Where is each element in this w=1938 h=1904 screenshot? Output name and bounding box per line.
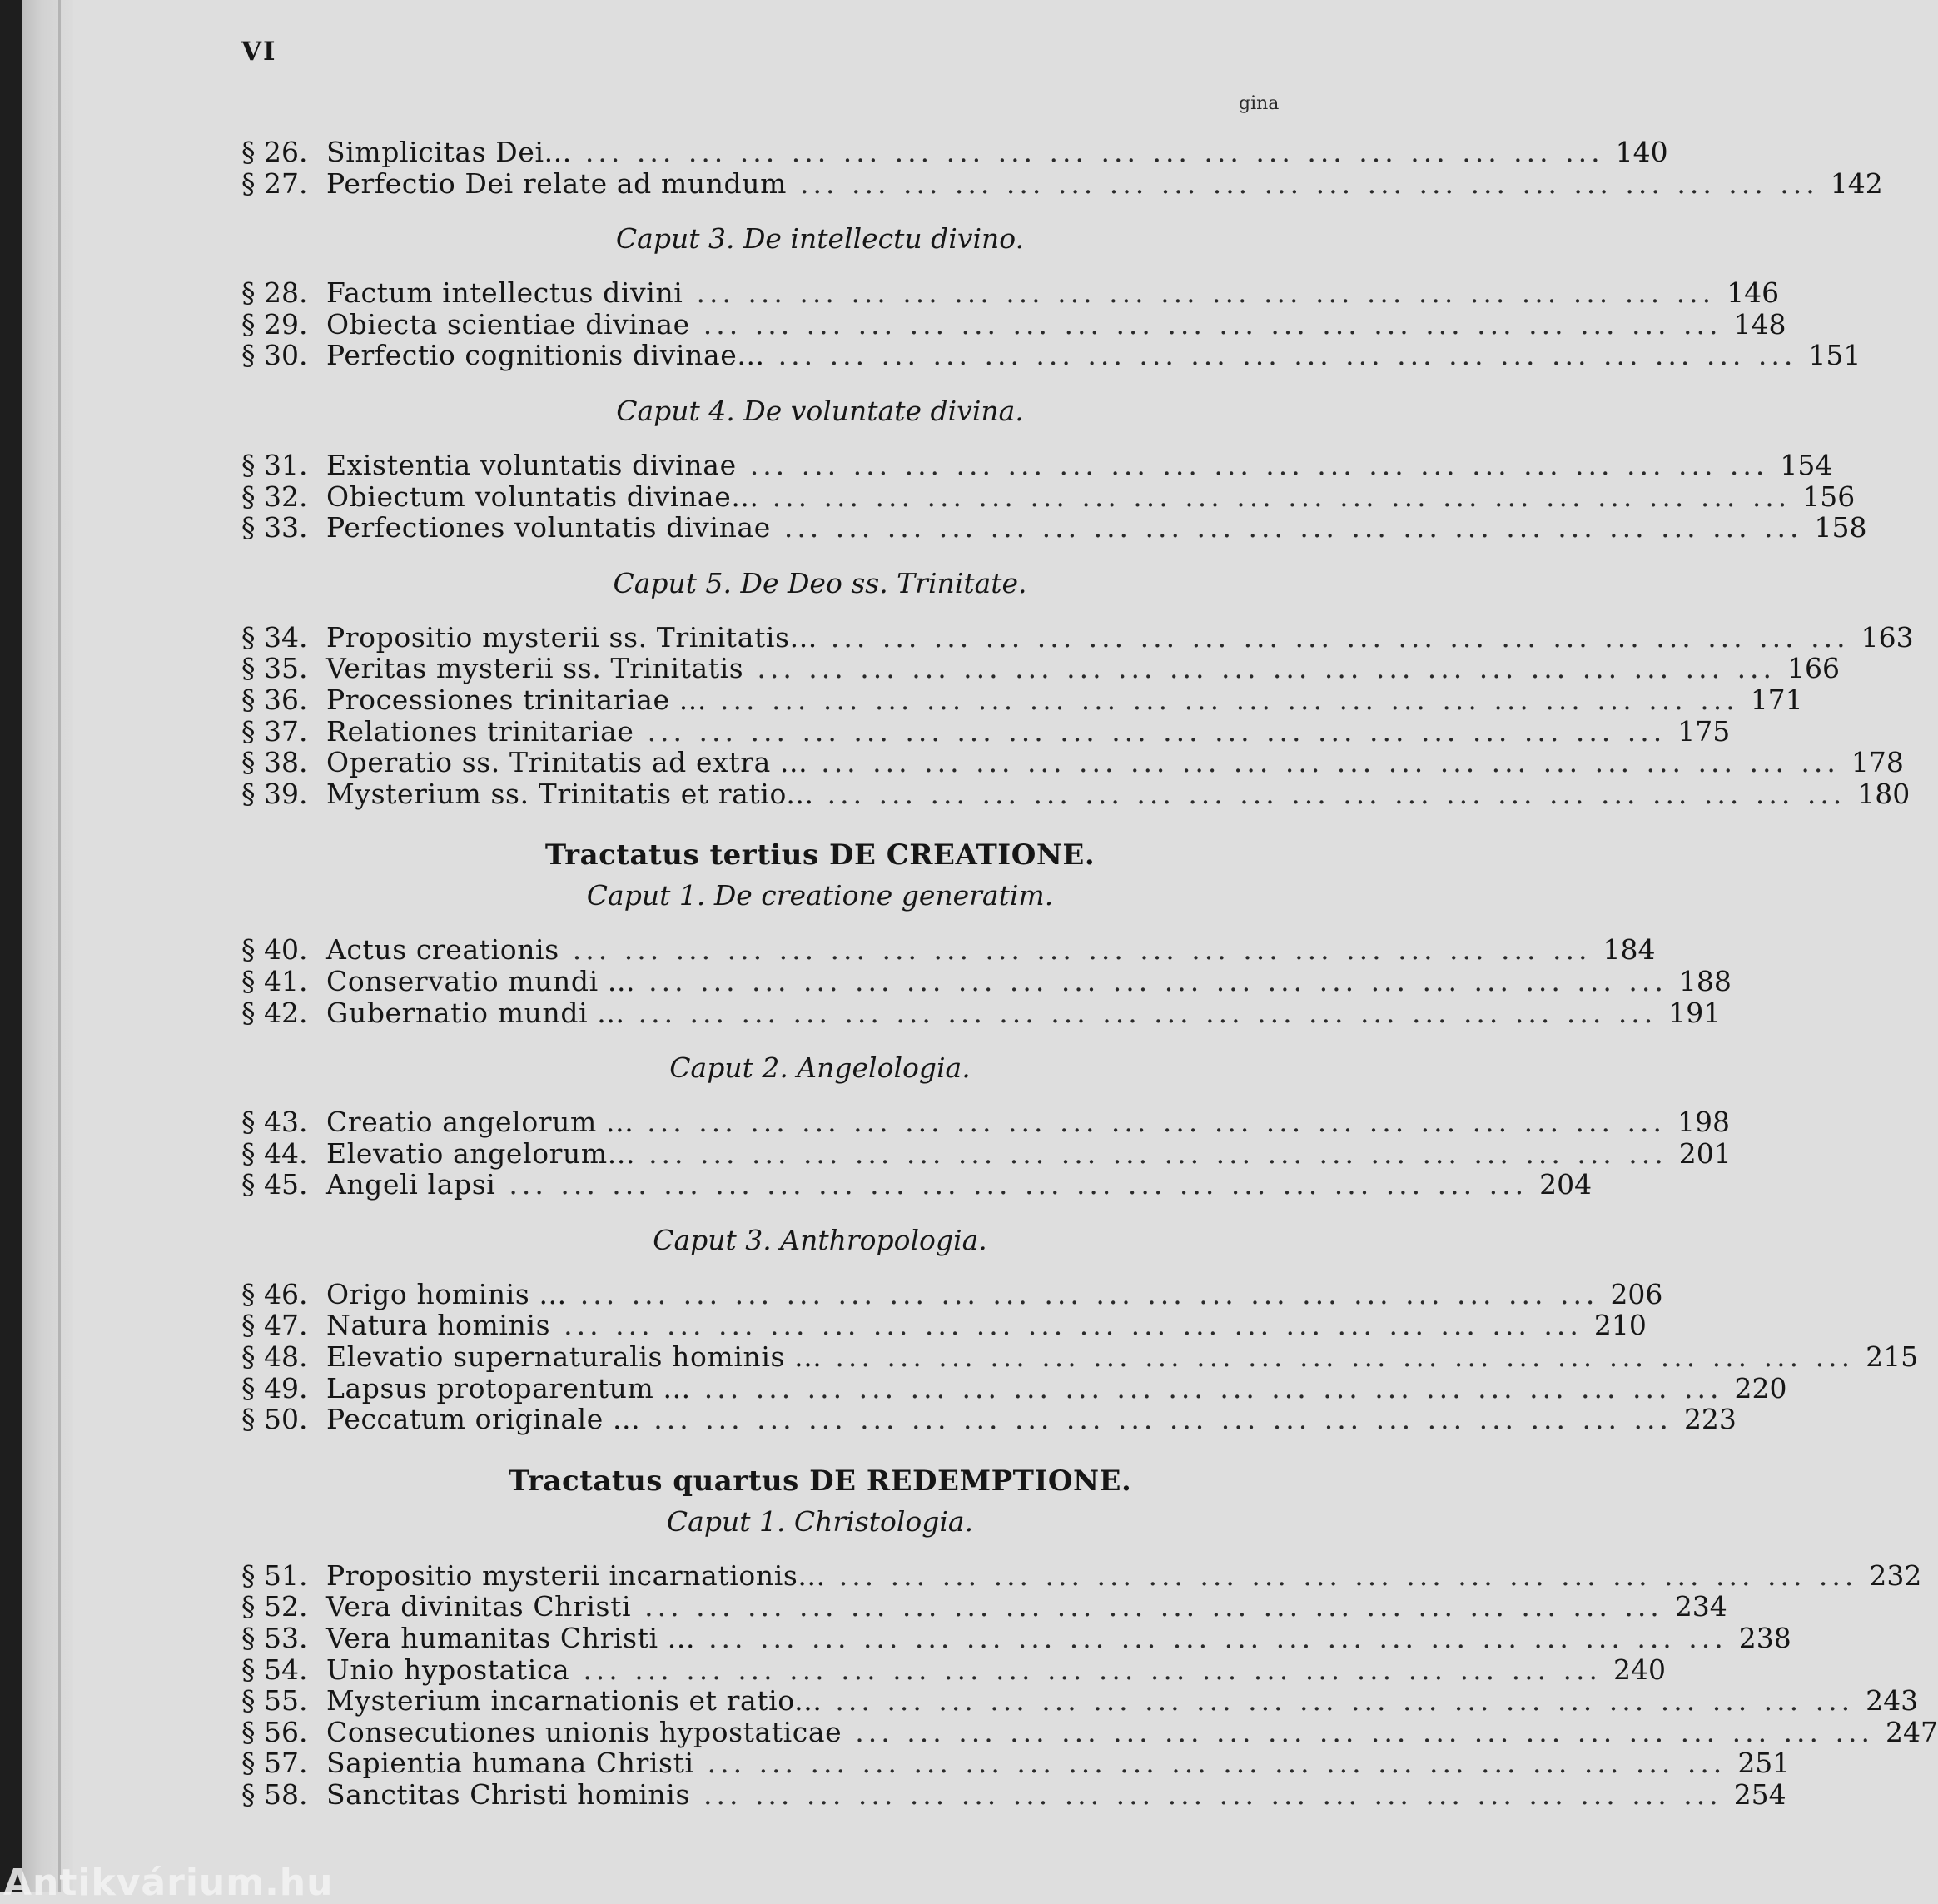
toc-entry: [241, 683, 1803, 716]
section-title: Factum intellectus divini: [326, 276, 683, 310]
toc-entry: [241, 136, 1668, 168]
chapter-heading: Caput 3. De intellectu divino.: [615, 222, 1025, 256]
section-number: § 36.: [241, 683, 308, 716]
table-of-contents: [241, 136, 1938, 1811]
page-ref: 232: [1869, 1558, 1922, 1592]
page-ref: 188: [1678, 964, 1732, 997]
page-ref: 251: [1737, 1747, 1791, 1780]
dot-leader: ... ... ... ... ... ... ... ... ... ... ... ... ... ... ... ... ... ... ... ...: [647, 1106, 1666, 1139]
section-number: § 44.: [241, 1136, 308, 1170]
toc-entry: [241, 1403, 1737, 1436]
page-gutter-shadow: [22, 0, 73, 1892]
chapter-heading: Caput 5. De Deo ss. Trinitate.: [613, 566, 1027, 599]
section-number: § 38.: [241, 746, 308, 779]
page-ref: 210: [1593, 1309, 1647, 1342]
toc-entry: [241, 276, 1780, 310]
section-number: § 29.: [241, 307, 308, 341]
toc-entry: [241, 652, 1841, 685]
toc-entry: [241, 307, 1786, 341]
dot-leader: ... ... ... ... ... ... ... ... ... ... ... ... ... ... ... ... ... ... ... ...: [830, 620, 1850, 654]
dot-leader: ... ... ... ... ... ... ... ... ... ... ... ... ... ... ... ... ... ... ... ...: [638, 996, 1657, 1029]
page-column-header: gina: [1239, 93, 1280, 114]
dot-leader: ... ... ... ... ... ... ... ... ... ... ... ... ... ... ... ... ... ... ... ...: [757, 652, 1776, 685]
section-number: § 28.: [241, 276, 308, 310]
section-title: Sapientia humana Christi: [326, 1747, 694, 1780]
section-title: Conservatio mundi ...: [326, 964, 636, 997]
dot-leader: ... ... ... ... ... ... ... ... ... ... ... ... ... ... ... ... ... ... ... ...: [579, 1277, 1599, 1310]
page-ref: 171: [1750, 683, 1803, 716]
section-number: § 56.: [241, 1715, 308, 1748]
section-title: Vera humanitas Christi ...: [326, 1622, 696, 1655]
page-ref: 178: [1851, 746, 1904, 779]
dot-leader: ... ... ... ... ... ... ... ... ... ... ... ... ... ... ... ... ... ... ... ...: [644, 1590, 1663, 1623]
toc-entry: [241, 1558, 1922, 1592]
dot-leader: ... ... ... ... ... ... ... ... ... ... ... ... ... ... ... ... ... ... ... ...: [703, 1778, 1722, 1811]
toc-entry: [241, 1747, 1791, 1780]
section-title: Obiectum voluntatis divinae...: [326, 480, 759, 513]
toc-entry: [241, 964, 1732, 997]
dot-leader: ... ... ... ... ... ... ... ... ... ... ... ... ... ... ... ... ... ... ... ...: [855, 1715, 1874, 1748]
toc-entry: [241, 1622, 1791, 1655]
section-title: Operatio ss. Trinitatis ad extra ...: [326, 746, 808, 779]
section-number: § 35.: [241, 652, 308, 685]
dot-leader: ... ... ... ... ... ... ... ... ... ... ... ... ... ... ... ... ... ... ... ...: [783, 511, 1803, 544]
dot-leader: ... ... ... ... ... ... ... ... ... ... ... ... ... ... ... ... ... ... ... ...: [583, 1653, 1603, 1686]
section-title: Sanctitas Christi hominis: [326, 1778, 690, 1811]
page-ref: 140: [1615, 136, 1668, 168]
section-title: Vera divinitas Christi: [326, 1590, 632, 1623]
dot-leader: ... ... ... ... ... ... ... ... ... ... ... ... ... ... ... ... ... ... ... ...: [648, 964, 1667, 997]
section-title: Gubernatio mundi ...: [326, 996, 625, 1029]
section-title: Unio hypostatica: [326, 1653, 570, 1686]
page-ref: 223: [1683, 1403, 1737, 1436]
chapter-heading: Caput 4. De voluntate divina.: [616, 394, 1024, 427]
section-number: § 43.: [241, 1106, 308, 1139]
page-ref: 158: [1814, 511, 1867, 544]
section-title: Mysterium incarnationis et ratio...: [326, 1684, 822, 1718]
toc-entry: [241, 1136, 1732, 1170]
section-title: Angeli lapsi: [326, 1168, 496, 1201]
section-number: § 31.: [241, 448, 308, 481]
dot-leader: ... ... ... ... ... ... ... ... ... ... ... ... ... ... ... ... ... ... ... ...: [772, 480, 1791, 513]
page-ref: 146: [1727, 276, 1780, 310]
section-title: Obiecta scientiae divinae: [326, 307, 690, 341]
page-ref: 184: [1603, 933, 1656, 967]
section-number: § 37.: [241, 714, 308, 748]
dot-leader: ... ... ... ... ... ... ... ... ... ... ... ... ... ... ... ... ... ... ... ...: [827, 777, 1846, 810]
section-title: Actus creationis: [326, 933, 559, 967]
toc-entry: [241, 1371, 1787, 1404]
page-ref: 142: [1830, 167, 1883, 200]
section-title: Consecutiones unionis hypostaticae: [326, 1715, 842, 1748]
page-ref: 254: [1733, 1778, 1786, 1811]
page-ref: 180: [1857, 777, 1911, 810]
treatise-heading: Tractatus tertius DE CREATIONE.: [544, 838, 1096, 872]
section-number: § 53.: [241, 1622, 308, 1655]
toc-entry: [241, 1106, 1730, 1139]
dot-leader: ... ... ... ... ... ... ... ... ... ... ... ... ... ... ... ... ... ... ... ...: [835, 1340, 1855, 1374]
section-number: § 48.: [241, 1340, 308, 1374]
page-ref: 204: [1539, 1168, 1593, 1201]
dot-leader: ... ... ... ... ... ... ... ... ... ... ... ... ... ... ... ... ... ... ... ...: [703, 1371, 1723, 1404]
section-title: Processiones trinitariae ...: [326, 683, 707, 716]
page-ref: 243: [1866, 1684, 1919, 1718]
page-ref: 154: [1780, 448, 1833, 481]
dot-leader: ... ... ... ... ... ... ... ... ... ... ... ... ... ... ... ... ... ... ... ...: [719, 683, 1739, 716]
dot-leader: ... ... ... ... ... ... ... ... ... ... ... ... ... ... ... ... ... ... ... ...: [821, 746, 1840, 779]
toc-entry: [241, 1590, 1727, 1623]
chapter-heading: Caput 2. Angelologia.: [669, 1051, 971, 1085]
section-number: § 27.: [241, 167, 308, 200]
dot-leader: ... ... ... ... ... ... ... ... ... ... ... ... ... ... ... ... ... ... ... ...: [653, 1403, 1672, 1436]
page-ref: 151: [1808, 339, 1861, 372]
dot-leader: ... ... ... ... ... ... ... ... ... ... ... ... ... ... ... ... ... ... ... ...: [835, 1684, 1855, 1718]
section-title: Lapsus protoparentum ...: [326, 1371, 691, 1404]
section-number: § 50.: [241, 1403, 308, 1436]
toc-entry: [241, 746, 1904, 779]
toc-entry: [241, 1168, 1593, 1201]
toc-entry: [241, 620, 1914, 654]
page-ref: 175: [1677, 714, 1731, 748]
toc-entry: [241, 1778, 1786, 1811]
toc-entry: [241, 1684, 1919, 1718]
page-ref: 215: [1866, 1340, 1919, 1374]
section-number: § 30.: [241, 339, 308, 372]
section-number: § 54.: [241, 1653, 308, 1686]
section-number: § 57.: [241, 1747, 308, 1780]
chapter-heading: Caput 1. De creatione generatim.: [586, 879, 1054, 912]
watermark: Antikvárium.hu: [3, 1862, 334, 1904]
dot-leader: ... ... ... ... ... ... ... ... ... ... ... ... ... ... ... ... ... ... ... ...: [749, 448, 1769, 481]
section-number: § 46.: [241, 1277, 308, 1310]
page-ref: 156: [1802, 480, 1856, 513]
section-number: § 58.: [241, 1778, 308, 1811]
treatise-heading: Tractatus quartus DE REDEMPTIONE.: [508, 1464, 1132, 1498]
toc-entry: [241, 933, 1656, 967]
dot-leader: ... ... ... ... ... ... ... ... ... ... ... ... ... ... ... ... ... ... ... ...: [696, 276, 1716, 310]
page-ref: 206: [1610, 1277, 1663, 1310]
page-ref: 220: [1734, 1371, 1787, 1404]
chapter-heading: Caput 3. Anthropologia.: [653, 1223, 987, 1256]
section-title: Simplicitas Dei...: [326, 136, 572, 168]
section-number: § 26.: [241, 136, 308, 168]
section-number: § 51.: [241, 1558, 308, 1592]
section-title: Relationes trinitariae: [326, 714, 634, 748]
toc-entry: [241, 1715, 1938, 1748]
toc-entry: [241, 448, 1833, 481]
section-title: Creatio angelorum ...: [326, 1106, 634, 1139]
section-title: Mysterium ss. Trinitatis et ratio...: [326, 777, 814, 810]
section-title: Elevatio supernaturalis hominis ...: [326, 1340, 822, 1374]
section-number: § 39.: [241, 777, 308, 810]
section-title: Origo hominis ...: [326, 1277, 567, 1310]
dot-leader: ... ... ... ... ... ... ... ... ... ... ... ... ... ... ... ... ... ... ... ...: [778, 339, 1797, 372]
section-number: § 40.: [241, 933, 308, 967]
toc-entry: [241, 777, 1911, 810]
section-title: Veritas mysterii ss. Trinitatis: [326, 652, 744, 685]
toc-entry: [241, 511, 1867, 544]
page-ref: 191: [1668, 996, 1722, 1029]
dot-leader: ... ... ... ... ... ... ... ... ... ... ... ... ... ... ... ... ... ... ... ...: [584, 136, 1604, 168]
section-title: Perfectiones voluntatis divinae: [326, 511, 771, 544]
dot-leader: ... ... ... ... ... ... ... ... ... ... ... ... ... ... ... ... ... ... ... ...: [564, 1309, 1583, 1342]
chapter-heading: Caput 1. Christologia.: [666, 1504, 974, 1538]
toc-entry: [241, 1309, 1647, 1342]
section-number: § 41.: [241, 964, 308, 997]
section-title: Existentia voluntatis divinae: [326, 448, 737, 481]
section-number: § 42.: [241, 996, 308, 1029]
dot-leader: ... ... ... ... ... ... ... ... ... ... ... ... ... ... ... ... ... ... ... ...: [647, 714, 1667, 748]
dot-leader: ... ... ... ... ... ... ... ... ... ... ... ... ... ... ... ... ... ... ... ...: [648, 1136, 1667, 1170]
toc-entry: [241, 1653, 1667, 1686]
dot-leader: ... ... ... ... ... ... ... ... ... ... ... ... ... ... ... ... ... ... ... ...: [838, 1558, 1858, 1592]
page-ref: 163: [1861, 620, 1914, 654]
section-title: Natura hominis: [326, 1309, 551, 1342]
page-ref: 238: [1738, 1622, 1791, 1655]
section-title: Propositio mysterii ss. Trinitatis...: [326, 620, 817, 654]
section-number: § 55.: [241, 1684, 308, 1718]
toc-entry: [241, 167, 1883, 200]
dot-leader: ... ... ... ... ... ... ... ... ... ... ... ... ... ... ... ... ... ... ... ...: [572, 933, 1592, 967]
page-number: VI: [241, 37, 277, 67]
dot-leader: ... ... ... ... ... ... ... ... ... ... ... ... ... ... ... ... ... ... ... ...: [707, 1747, 1727, 1780]
section-number: § 33.: [241, 511, 308, 544]
page-ref: 148: [1733, 307, 1786, 341]
dot-leader: ... ... ... ... ... ... ... ... ... ... ... ... ... ... ... ... ... ... ... ...: [708, 1622, 1727, 1655]
toc-entry: [241, 714, 1731, 748]
section-number: § 47.: [241, 1309, 308, 1342]
page-ref: 240: [1613, 1653, 1667, 1686]
section-number: § 52.: [241, 1590, 308, 1623]
page-ref: 166: [1787, 652, 1841, 685]
dot-leader: ... ... ... ... ... ... ... ... ... ... ... ... ... ... ... ... ... ... ... ...: [800, 167, 1819, 200]
section-number: § 34.: [241, 620, 308, 654]
page-ref: 198: [1677, 1106, 1730, 1139]
section-number: § 45.: [241, 1168, 308, 1201]
dot-leader: ... ... ... ... ... ... ... ... ... ... ... ... ... ... ... ... ... ... ... ...: [509, 1168, 1528, 1201]
toc-entry: [241, 1340, 1919, 1374]
toc-entry: [241, 1277, 1663, 1310]
section-number: § 32.: [241, 480, 308, 513]
toc-entry: [241, 480, 1856, 513]
toc-entry: [241, 996, 1722, 1029]
section-title: Propositio mysterii incarnationis...: [326, 1558, 826, 1592]
section-number: § 49.: [241, 1371, 308, 1404]
toc-entry: [241, 339, 1861, 372]
section-title: Peccatum originale ...: [326, 1403, 641, 1436]
section-title: Perfectio Dei relate ad mundum: [326, 167, 788, 200]
page-ref: 201: [1678, 1136, 1732, 1170]
book-spine: [0, 0, 22, 1892]
section-title: Elevatio angelorum...: [326, 1136, 636, 1170]
dot-leader: ... ... ... ... ... ... ... ... ... ... ... ... ... ... ... ... ... ... ... ...: [703, 307, 1722, 341]
section-title: Perfectio cognitionis divinae...: [326, 339, 765, 372]
page-ref: 247: [1886, 1715, 1938, 1748]
gutter-line: [58, 0, 61, 1892]
page-ref: 234: [1674, 1590, 1727, 1623]
